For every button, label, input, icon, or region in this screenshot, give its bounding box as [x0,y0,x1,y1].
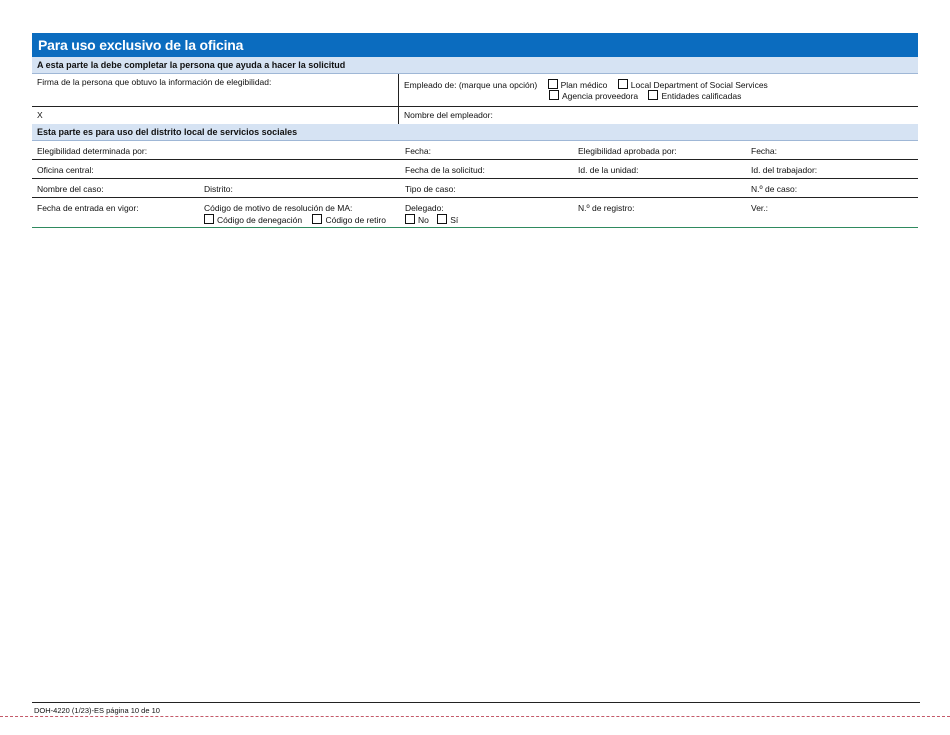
date-field[interactable]: Fecha: [405,146,431,156]
cut-line [0,716,950,717]
signature-label: Firma de la persona que obtuvo la información de elegibilidad: [37,77,272,87]
checkbox[interactable] [204,214,214,224]
application-date[interactable]: Fecha de la solicitud: [405,165,485,175]
ma-code-label: Código de motivo de resolución de MA: [204,203,353,213]
checkbox[interactable] [312,214,322,224]
ma-resolution-code [199,198,400,227]
employer-name-label: Nombre del empleador: [404,110,493,120]
district[interactable]: Distrito: [204,184,233,194]
case-row [32,179,918,198]
option-plan-medico[interactable]: Plan médico [548,80,608,90]
delegated-label: Delegado: [405,203,444,213]
option-entidades-calificadas[interactable]: Entidades calificadas [648,91,741,101]
office-use-form [32,33,918,228]
worker-id[interactable]: Id. del trabajador: [751,165,818,175]
checkbox[interactable] [648,90,658,100]
effective-date[interactable]: Fecha de entrada en vigor: [37,203,139,213]
version[interactable]: Ver.: [751,203,769,213]
office-row [32,160,918,179]
employed-by-label: Empleado de: (marque una opción) [404,80,538,90]
signature-x: X [37,110,43,120]
section1-header: A esta parte la debe completar la persona que ayuda a hacer la solicitud [32,57,918,74]
delegated [400,198,573,227]
section2-header: Esta parte es para uso del distrito local de servicios sociales [32,124,918,141]
employed-by-cell [399,74,918,106]
registry-number[interactable]: N.º de registro: [578,203,635,213]
option-withdrawal-code[interactable]: Código de retiro [312,215,385,225]
resolution-row [32,198,918,228]
case-type[interactable]: Tipo de caso: [405,184,456,194]
eligibility-determined-by[interactable]: Elegibilidad determinada por: [37,146,148,156]
eligibility-approved-by[interactable]: Elegibilidad aprobada por: [578,146,677,156]
employer-name-cell[interactable] [399,107,918,124]
checkbox[interactable] [549,90,559,100]
checkbox[interactable] [437,214,447,224]
form-title: Para uso exclusivo de la oficina [32,33,918,57]
eligibility-row [32,141,918,160]
checkbox[interactable] [405,214,415,224]
option-no[interactable]: No [405,215,429,225]
checkbox[interactable] [618,79,628,89]
signature-label-cell [32,74,399,106]
central-office[interactable]: Oficina central: [37,165,94,175]
date-field-2[interactable]: Fecha: [751,146,777,156]
case-name[interactable]: Nombre del caso: [37,184,104,194]
option-yes[interactable]: Sí [437,215,458,225]
unit-id[interactable]: Id. de la unidad: [578,165,639,175]
signature-mark-cell [32,107,399,124]
checkbox[interactable] [548,79,558,89]
form-footer: DOH-4220 (1/23)-ES página 10 de 10 [32,702,920,715]
option-ldss[interactable]: Local Department of Social Services [618,80,768,90]
case-number[interactable]: N.º de caso: [751,184,798,194]
option-denial-code[interactable]: Código de denegación [204,215,302,225]
option-agencia-proveedora[interactable]: Agencia proveedora [549,91,638,101]
